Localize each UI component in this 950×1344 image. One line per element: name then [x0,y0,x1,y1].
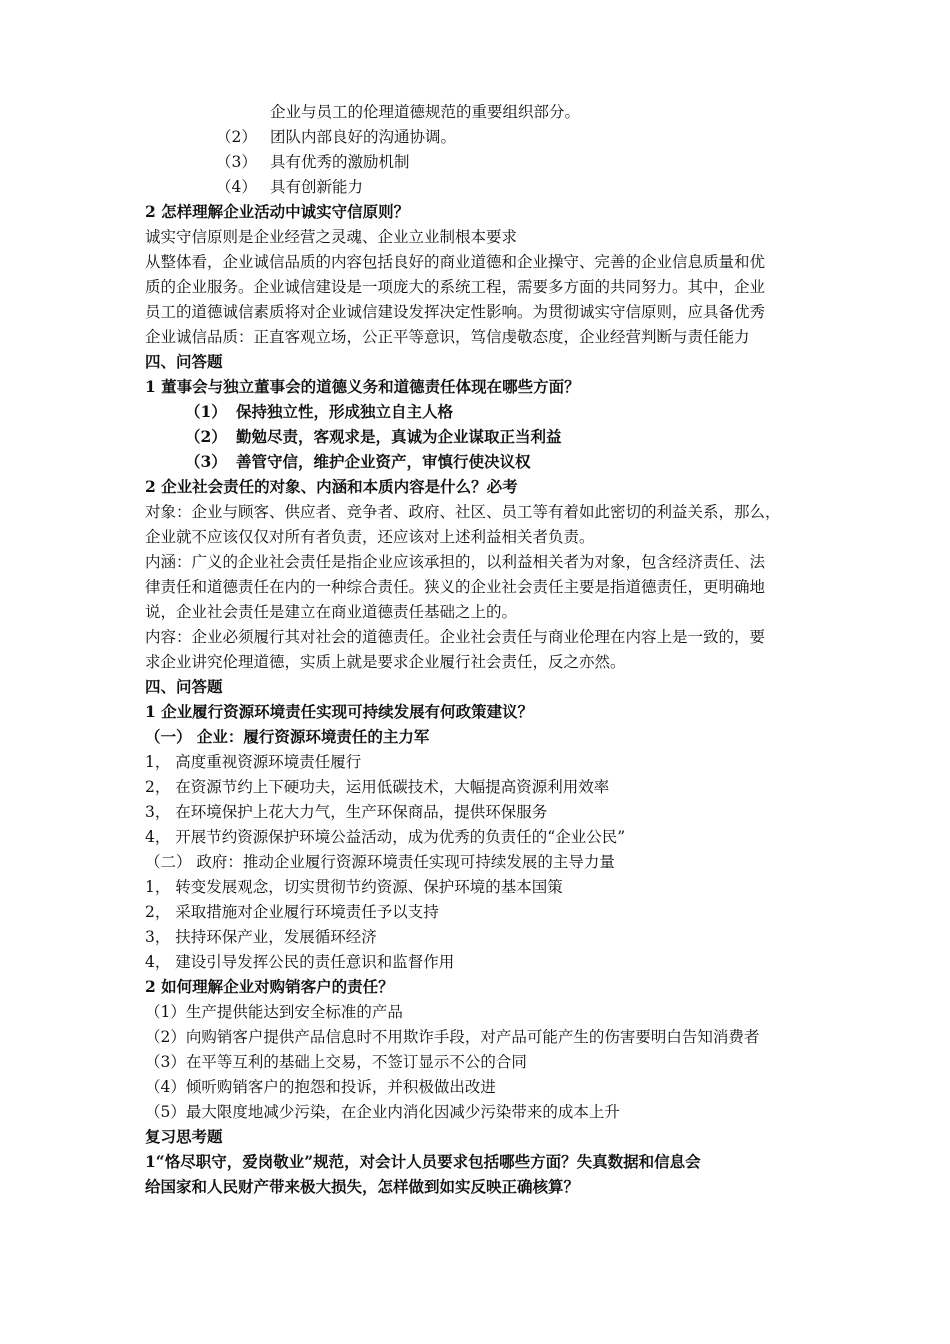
list-item: （2）向购销客户提供产品信息时不用欺诈手段，对产品可能产生的伤害要明白告知消费者 [145,1028,760,1046]
paragraph-line: 从整体看，企业诚信品质的内容包括良好的商业道德和企业操守、完善的企业信息质量和优 [145,253,766,271]
question-heading: 2 如何理解企业对购销客户的责任？ [145,977,394,996]
list-number: （2） [185,427,227,446]
paragraph-line: 员工的道德诚信素质将对企业诚信建设发挥决定性影响。为贯彻诚实守信原则，应具备优秀 [145,303,766,321]
paragraph-line: 内涵：广义的企业社会责任是指企业应该承担的，以利益相关者为对象，包含经济责任、法 [145,553,766,571]
list-item: 1， 高度重视资源环境责任履行 [145,753,362,771]
list-item: 3， 扶持环保产业，发展循环经济 [145,928,377,946]
question-heading: 2 怎样理解企业活动中诚实守信原则？ [145,202,410,221]
list-number: （1） [185,402,227,421]
list-number: （4） [216,178,257,196]
question-heading: 1 董事会与独立董事会的道德义务和道德责任体现在哪些方面？ [145,377,580,396]
list-item: 4， 建设引导发挥公民的责任意识和监督作用 [145,953,455,971]
section-heading: 四、问答题 [145,352,223,371]
paragraph-line: 求企业讲究伦理道德，实质上就是要求企业履行社会责任，反之亦然。 [145,653,626,671]
paragraph-line: 内容：企业必须履行其对社会的道德责任。企业社会责任与商业伦理在内容上是一致的，要 [145,628,766,646]
list-number: （3） [216,153,257,171]
list-number: （2） [216,128,257,146]
paragraph-line: 说，企业社会责任是建立在商业道德责任基础之上的。 [145,603,518,621]
question-heading: 1“恪尽职守，爱岗敬业”规范，对会计人员要求包括哪些方面？失真数据和信息会 [145,1152,701,1171]
section-heading: 复习思考题 [145,1127,223,1146]
list-item: （4）倾听购销客户的抱怨和投诉，并积极做出改进 [145,1078,496,1096]
subsection-heading: （二） 政府：推动企业履行资源环境责任实现可持续发展的主导力量 [145,853,615,871]
list-item: 保持独立性，形成独立自主人格 [236,402,454,421]
paragraph-line: 律责任和道德责任在内的一种综合责任。狭义的企业社会责任主要是指道德责任，更明确地 [145,578,766,596]
list-item: （3）在平等互利的基础上交易，不签订显示不公的合同 [145,1053,527,1071]
section-heading: 四、问答题 [145,677,223,696]
question-heading: 2 企业社会责任的对象、内涵和本质内容是什么？必考 [145,477,518,496]
list-item: 1， 转变发展观念，切实贯彻节约资源、保护环境的基本国策 [145,878,563,896]
paragraph-line: 企业就不应该仅仅对所有者负责，还应该对上述利益相关者负责。 [145,528,595,546]
list-item: 具有优秀的激励机制 [270,153,410,171]
list-item: 3， 在环境保护上花大力气，生产环保商品，提供环保服务 [145,803,548,821]
question-heading: 给国家和人民财产带来极大损失，怎样做到如实反映正确核算？ [145,1177,580,1196]
list-item: 2， 采取措施对企业履行环境责任予以支持 [145,903,439,921]
list-item: 4， 开展节约资源保护环境公益活动，成为优秀的负责任的“企业公民” [145,828,626,846]
paragraph-line: 企业诚信品质：正直客观立场，公正平等意识，笃信虔敬态度，企业经营判断与责任能力 [145,328,750,346]
paragraph-line: 对象：企业与顾客、供应者、竞争者、政府、社区、员工等有着如此密切的利益关系，那么， [145,503,781,521]
text-line: 企业与员工的伦理道德规范的重要组织部分。 [270,103,581,121]
list-item: 勤勉尽责，客观求是，真诚为企业谋取正当利益 [236,427,562,446]
list-item: 具有创新能力 [270,178,364,196]
question-heading: 1 企业履行资源环境责任实现可持续发展有何政策建议？ [145,702,534,721]
list-item: （5）最大限度地减少污染，在企业内消化因减少污染带来的成本上升 [145,1103,620,1121]
subsection-heading: （一） 企业：履行资源环境责任的主力军 [145,727,430,746]
list-item: 善管守信，维护企业资产，审慎行使决议权 [236,452,531,471]
list-item: 2， 在资源节约上下硬功夫，运用低碳技术，大幅提高资源利用效率 [145,778,610,796]
list-item: 团队内部良好的沟通协调。 [270,128,457,146]
text-line: 诚实守信原则是企业经营之灵魂、企业立业制根本要求 [145,228,518,246]
list-item: （1）生产提供能达到安全标准的产品 [145,1003,403,1021]
list-number: （3） [185,452,227,471]
paragraph-line: 质的企业服务。企业诚信建设是一项庞大的系统工程，需要多方面的共同努力。其中，企业 [145,278,766,296]
